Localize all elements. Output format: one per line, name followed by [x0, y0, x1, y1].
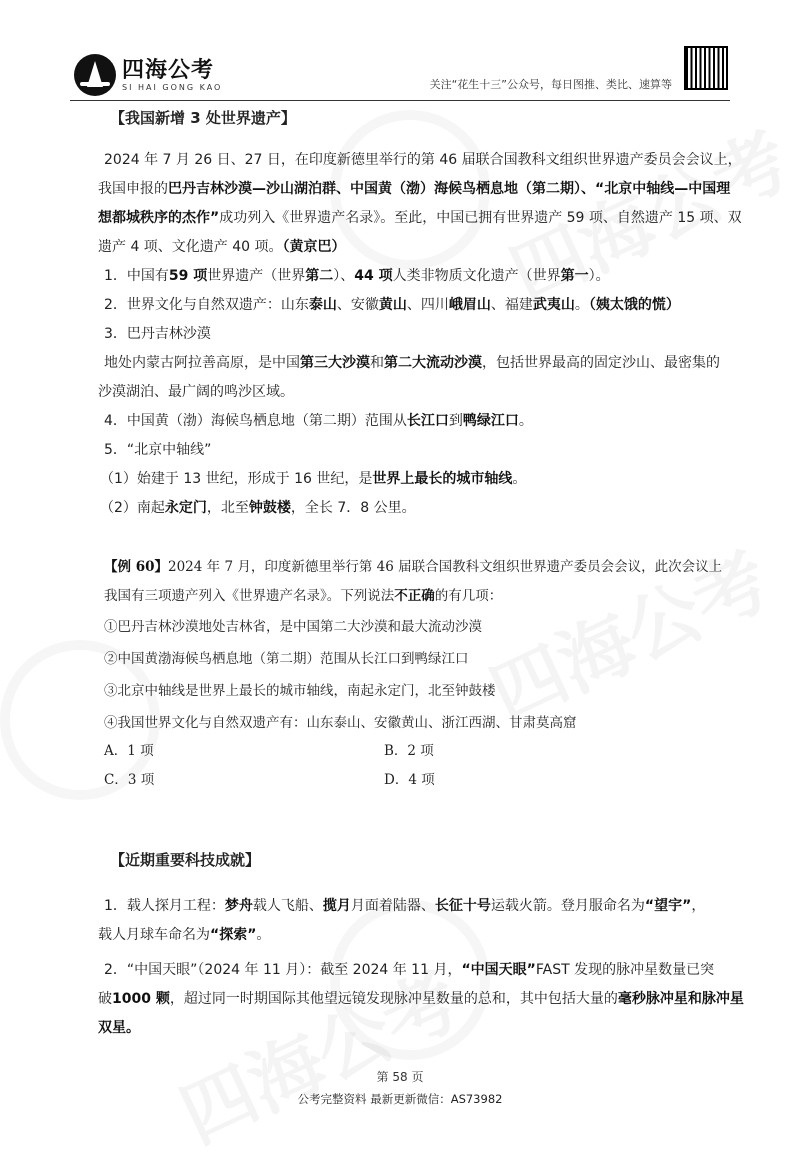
example-label: 【例 60】 [104, 559, 168, 575]
section-title: 【近期重要科技成就】 [110, 851, 261, 869]
list-item: （1）始建于 13 世纪，形成于 16 世纪，是世界上最长的城市轴线。 [100, 471, 527, 487]
paragraph: 双星。 [98, 1020, 140, 1036]
list-item: 1．载人探月工程：梦舟载人飞船、揽月月面着陆器、长征十号运载火箭。登月服命名为“望宇”， [104, 898, 706, 914]
example-question: 我国有三项遗产列入《世界遗产名录》。下列说法不正确的有几项： [104, 588, 503, 604]
list-item: 4．中国黄（渤）海候鸟栖息地（第二期）范围从长江口到鸭绿江口。 [104, 413, 533, 429]
brand-name: 四海公考 [122, 57, 215, 83]
paragraph: 破1000 颗，超过同一时期国际其他望远镜发现脉冲星数量的总和，其中包括大量的毫秒脉冲星和脉冲星 [98, 991, 744, 1007]
statement-item: ③北京中轴线是世界上最长的城市轴线，南起永定门，北至钟鼓楼 [104, 683, 496, 699]
paragraph: 载人月球车命名为“探索”。 [98, 927, 271, 943]
page-header [70, 40, 730, 100]
option-b: B．2 项 [384, 743, 434, 759]
page-number: 第 58 页 [376, 1070, 424, 1084]
paragraph: 想都城秩序的杰作”成功列入《世界遗产名录》。至此，中国已拥有世界遗产 59 项、自然遗产 15 项、双 [98, 210, 742, 226]
list-item: （2）南起永定门，北至钟鼓楼，全长 7．8 公里。 [100, 500, 416, 516]
qr-code-icon [684, 46, 728, 90]
brand-name-en: SI HAI GONG KAO [122, 82, 223, 92]
paragraph: 沙漠湖泊、最广阔的鸣沙区域。 [98, 384, 294, 400]
list-item: 3．巴丹吉林沙漠 [104, 326, 211, 342]
paragraph: 地处内蒙古阿拉善高原，是中国第三大沙漠和第二大流动沙漠，包括世界最高的固定沙山、最密集的 [104, 355, 720, 371]
paragraph: 2024 年 7 月 26 日、27 日，在印度新德里举行的第 46 届联合国教科文组织世界遗产委员会会议上， [104, 152, 742, 168]
option-c: C．3 项 [104, 772, 155, 788]
statement-item: ①巴丹吉林沙漠地处吉林省，是中国第二大沙漠和最大流动沙漠 [104, 619, 482, 635]
statement-item: ④我国世界文化与自然双遗产有：山东泰山、安徽黄山、浙江西湖、甘肃莫高窟 [104, 715, 577, 731]
list-item: 2．“中国天眼”（2024 年 11 月）：截至 2024 年 11 月，“中国天眼”FAST 发现的脉冲星数量已突 [104, 962, 715, 978]
header-note: 关注“花生十三”公众号，每日图推、类比、速算等 [429, 78, 672, 91]
list-item: 5．“北京中轴线” [104, 442, 212, 458]
option-d: D．4 项 [384, 772, 435, 788]
header-divider [70, 100, 730, 101]
option-a: A．1 项 [104, 743, 154, 759]
sail-logo-icon [74, 54, 116, 96]
statement-item: ②中国黄渤海候鸟栖息地（第二期）范围从长江口到鸭绿江口 [104, 651, 469, 667]
watermark-circle [330, 900, 490, 1060]
paragraph: 我国申报的巴丹吉林沙漠—沙山湖泊群、中国黄（渤）海候鸟栖息地（第二期）、“北京中轴线—中国理 [98, 181, 731, 197]
brand-logo [74, 54, 222, 96]
list-item: 1．中国有59 项世界遗产（世界第二）、44 项人类非物质文化遗产（世界第一）。 [104, 268, 610, 284]
footer-note: 公考完整资料 最新更新微信：AS73982 [297, 1092, 503, 1106]
watermark-text [471, 522, 784, 743]
example-question: 【例 60】2024 年 7 月，印度新德里举行第 46 届联合国教科文组织世界遗产委员会会议，此次会议上 [104, 559, 723, 575]
list-item: 2．世界文化与自然双遗产：山东泰山、安徽黄山、四川峨眉山、福建武夷山。（姨太饿的慌） [104, 297, 680, 313]
paragraph: 遗产 4 项、文化遗产 40 项。（黄京巴） [98, 239, 346, 255]
section-title: 【我国新增 3 处世界遗产】 [110, 109, 296, 127]
